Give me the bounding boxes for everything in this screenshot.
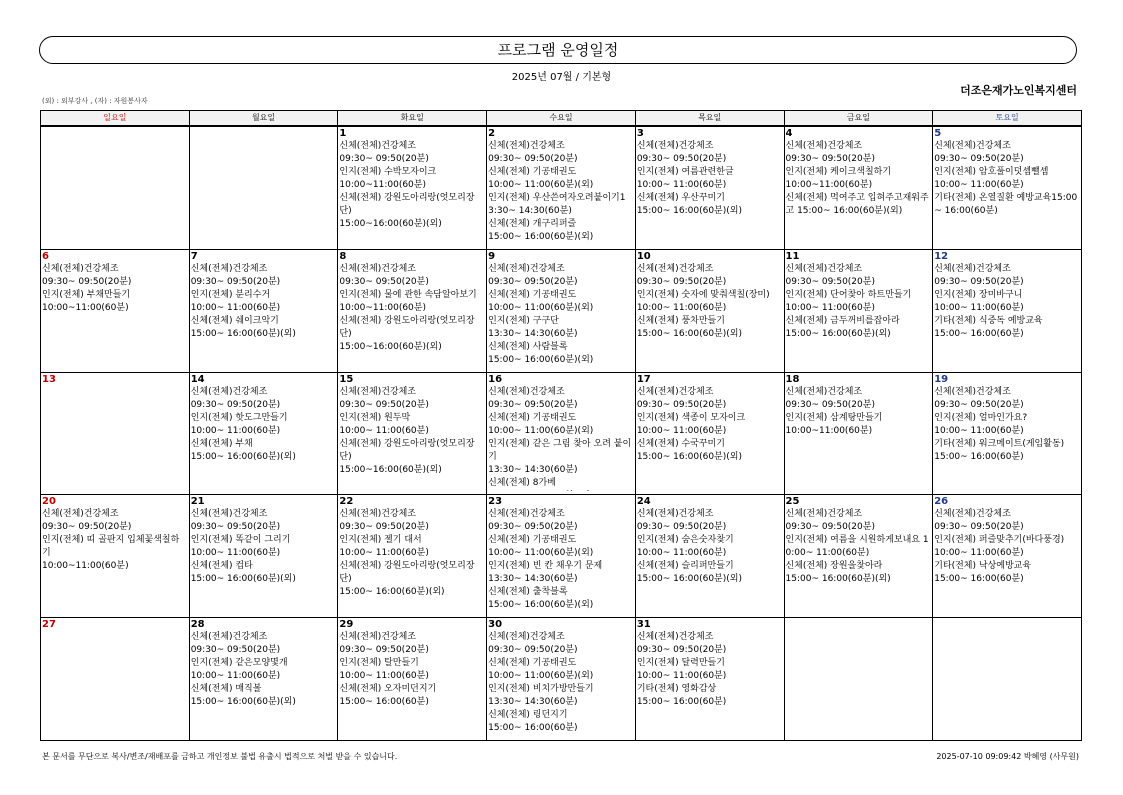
program-entry: 신체(전체) 기공태권도 (488, 412, 577, 423)
program-entry: 10:00~11:00(60분) (785, 425, 873, 436)
program-entry: 신체(전체)건강체조 (934, 141, 1011, 151)
weekday-tuesday: 화요일 (338, 111, 487, 127)
calendar-day-cell (635, 495, 784, 618)
weekday-monday: 월요일 (189, 111, 338, 127)
program-entry: 신체(전체) 사람블록 (488, 341, 568, 352)
day-number: 25 (785, 496, 800, 508)
program-entry: 신체(전체) 강원도아리랑(엇모리장단) (339, 193, 475, 216)
program-entry: 신체(전체) 8가베 (488, 477, 556, 488)
program-entry: 13:30~ 14:30(60분) (488, 574, 578, 585)
program-entry: 인지(전체) 숨은숫자찾기 (636, 535, 734, 546)
calendar-day-cell (338, 618, 487, 741)
program-entry: 신체(전체)건강체조 (42, 263, 119, 274)
calendar-day-cell (338, 126, 487, 249)
program-entry: 신체(전체)건강체조 (785, 509, 863, 520)
program-entry (488, 490, 634, 491)
program-entry: 10:00~ 11:00(60분) (636, 548, 727, 559)
program-entry: 15:00~16:00(60분)(외) (339, 219, 442, 229)
program-entry: 09:30~ 09:50(20분) (339, 276, 429, 287)
program-entry: 15:00~ 16:00(60분)(외) (488, 354, 594, 365)
calendar-day-cell (933, 126, 1082, 249)
program-entry: 신체(전체) 링던지기 (488, 710, 568, 721)
program-entry: 기타(전체) 식중독 예방교육 (934, 315, 1043, 326)
program-entry: 신체(전체)건강체조 (339, 509, 416, 520)
program-entry: 인지(전체) 얼마인가요? (934, 412, 1028, 423)
program-entry: 신체(전체)건강체조 (190, 632, 268, 643)
program-entry: 신체(전체) 컵타 (190, 561, 253, 572)
program-entry: 13:30~ 14:30(60분) (488, 328, 578, 339)
program-entry: 신체(전체) 풍차만들기 (636, 315, 725, 326)
program-entry: 신체(전체) 금두꺼비를잡아라 (785, 315, 900, 326)
weekday-header-row (41, 111, 1082, 127)
program-entry: 인지(전체) 같은모양몇개 (190, 658, 288, 669)
weekday-saturday: 토요일 (933, 111, 1082, 127)
program-entry: 10:00~11:00(60분) (339, 180, 426, 190)
calendar-week-row (41, 372, 1082, 495)
program-entry: 신체(전체) 오자미던지기 (339, 684, 437, 695)
program-entry: 15:00~ 16:00(60분)(외) (190, 574, 296, 585)
program-entry: 인지(전체) 여름을 시원하게보내요 10:00~ 11:00(60분) (785, 535, 929, 559)
program-entry: 15:00~ 16:00(60분)(외) (636, 206, 742, 216)
calendar-day-cell (635, 249, 784, 372)
day-number: 2 (488, 128, 496, 139)
center-name: 더조은재가노인복지센터 (960, 84, 1077, 97)
program-entry: 인지(전체) 수박모자이크 (339, 167, 437, 177)
program-entry: 인지(전체) 원두막 (339, 412, 411, 423)
day-number: 15 (339, 373, 354, 385)
day-number: 28 (190, 619, 205, 631)
calendar-day-cell (635, 126, 784, 249)
day-number: 4 (785, 128, 793, 139)
program-entry: 신체(전체) 기공태권도 (488, 167, 577, 177)
program-entry: 09:30~ 09:50(20분) (636, 522, 727, 533)
program-entry: 인지(전체) 우산쓴여자오려붙이기13:30~ 14:30(60분) (488, 193, 626, 216)
program-entry: 신체(전체)건강체조 (339, 386, 416, 397)
program-entry: 인지(전체) 빈 칸 채우기 문제 (488, 561, 603, 572)
program-entry: 기타(전체) 워크메이트(게임활동) (934, 438, 1065, 449)
program-entry: 15:00~ 16:00(60분)(외) (636, 328, 742, 339)
program-entry: 10:00~ 11:00(60분)(외) (488, 548, 594, 559)
weekday-friday: 금요일 (784, 111, 933, 127)
legend-note: (외) : 외부강사 , (자) : 자원봉사자 (42, 97, 148, 105)
program-entry: 09:30~ 09:50(20분) (190, 276, 281, 287)
calendar-day-cell (41, 372, 190, 495)
footer-printed-info: 2025-07-10 09:09:42 박혜영 (사무원) (936, 752, 1079, 761)
program-entry: 신체(전체)건강체조 (339, 141, 416, 151)
calendar-day-cell (635, 618, 784, 741)
program-entry: 15:00~ 16:00(60분)(외) (488, 600, 594, 611)
program-entry: 신체(전체) 쉐이크악기 (190, 315, 279, 326)
day-number: 19 (934, 373, 949, 385)
program-entry: 신체(전체)건강체조 (785, 141, 863, 151)
program-entry: 15:00~ 16:00(60분)(외) (636, 574, 742, 585)
program-entry: 신체(전체) 강원도아리랑(엇모리장단) (339, 315, 475, 339)
day-number: 30 (488, 619, 503, 631)
program-entry: 10:00~ 11:00(60분) (190, 548, 281, 559)
program-entry: 09:30~ 09:50(20분) (934, 522, 1024, 533)
program-entry: 신체(전체) 부채 (190, 438, 253, 449)
calendar-day-cell (41, 249, 190, 372)
program-entry: 09:30~ 09:50(20분) (488, 154, 578, 164)
program-entry: 신체(전체)건강체조 (488, 263, 565, 274)
calendar-day-cell (189, 495, 338, 618)
calendar-day-cell (933, 495, 1082, 618)
calendar-day-cell (41, 618, 190, 741)
program-entry: 09:30~ 09:50(20분) (339, 154, 429, 164)
program-entry: 09:30~ 09:50(20분) (934, 154, 1024, 164)
program-entry: 15:00~ 16:00(60분)(외) (636, 451, 742, 462)
program-entry: 10:00~ 11:00(60분)(외) (488, 180, 594, 190)
program-entry: 10:00~ 11:00(60분) (636, 671, 727, 682)
day-number: 29 (339, 619, 354, 631)
program-entry: 신체(전체)건강체조 (636, 632, 714, 643)
program-entry: 15:00~ 16:00(60분) (488, 723, 578, 734)
program-entry: 인지(전체) 암호풀이덧셈뺄셈 (934, 167, 1049, 177)
weekday-wednesday: 수요일 (487, 111, 636, 127)
program-entry: 신체(전체) 출착블록 (488, 587, 568, 598)
program-entry: 10:00~ 11:00(60분) (190, 671, 281, 682)
calendar-day-cell (41, 495, 190, 618)
program-entry: 09:30~ 09:50(20분) (339, 522, 429, 533)
program-entry: 09:30~ 09:50(20분) (190, 645, 281, 656)
day-number: 6 (42, 250, 49, 262)
program-entry: 09:30~ 09:50(20분) (190, 522, 281, 533)
day-number: 27 (42, 619, 56, 631)
program-entry: 인지(전체) 똑같이 그리기 (190, 535, 291, 546)
calendar-day-cell (784, 249, 933, 372)
calendar-day-cell (784, 372, 933, 495)
day-number: 24 (636, 496, 651, 508)
day-number: 3 (636, 128, 644, 139)
program-entry: 09:30~ 09:50(20분) (339, 645, 429, 656)
program-entry: 신체(전체) 기공태권도 (488, 658, 577, 669)
program-entry: 10:00~ 11:00(60분) (339, 671, 429, 682)
program-entry: 15:00~ 16:00(60분)(외) (785, 328, 891, 339)
day-number: 5 (934, 128, 942, 139)
program-entry: 15:00~ 16:00(60분) (934, 451, 1024, 462)
day-number: 14 (190, 373, 205, 385)
program-entry: 신체(전체) 장원을찾아라 (785, 561, 883, 572)
day-number: 7 (190, 250, 198, 262)
page-subtitle: 2025년 07월 / 기본형 (511, 72, 612, 83)
program-entry: 10:00~ 11:00(60분) (934, 302, 1024, 313)
calendar-day-cell (487, 126, 636, 249)
calendar-week-row (41, 618, 1082, 741)
program-entry: 10:00~ 11:00(60분) (934, 180, 1024, 190)
program-entry: 인지(전체) 탈만들기 (339, 658, 419, 669)
program-entry: 신체(전체)건강체조 (488, 509, 565, 520)
program-entry: 09:30~ 09:50(20분) (636, 154, 727, 164)
program-entry: 신체(전체)건강체조 (339, 263, 416, 274)
calendar-day-cell (41, 126, 190, 249)
program-entry: 09:30~ 09:50(20분) (785, 399, 875, 410)
day-number: 11 (785, 250, 800, 262)
program-entry: 신체(전체) 기공태권도 (488, 535, 577, 546)
program-entry: 10:00~ 11:00(60분) (934, 548, 1024, 559)
program-entry: 신체(전체)건강체조 (339, 632, 416, 643)
program-entry: 10:00~11:00(60분) (339, 302, 426, 313)
program-entry: 신체(전체) 먹여주고 입혀주고재워주고 15:00~ 16:00(60분)(외) (785, 193, 929, 216)
program-entry: 09:30~ 09:50(20분) (785, 276, 875, 287)
program-entry: 신체(전체)건강체조 (785, 263, 863, 274)
program-entry: 신체(전체)건강체조 (488, 632, 565, 643)
program-entry: 09:30~ 09:50(20분) (488, 399, 578, 410)
program-entry: 10:00~ 11:00(60분) (785, 302, 875, 313)
program-entry: 09:30~ 09:50(20분) (488, 276, 578, 287)
program-entry: 09:30~ 09:50(20분) (636, 399, 727, 410)
program-entry: 신체(전체)건강체조 (636, 141, 714, 151)
footer-notice: 본 문서를 무단으로 복사/변조/재배포를 금하고 개인정보 불법 유출시 법적으로 처벌 받을 수 있습니다. (42, 752, 398, 761)
program-entry: 15:00~16:00(60분)(외) (339, 341, 442, 352)
calendar-day-cell (338, 495, 487, 618)
program-entry: 신체(전체) 매직볼 (190, 684, 262, 695)
program-entry: 인지(전체) 물에 관한 속담알아보기 (339, 289, 477, 300)
calendar-day-cell (189, 618, 338, 741)
program-entry: 10:00~ 11:00(60분) (934, 425, 1024, 436)
program-entry: 09:30~ 09:50(20분) (785, 522, 875, 533)
program-entry: 10:00~ 11:00(60분)(외) (488, 425, 594, 436)
program-entry: 신체(전체)건강체조 (190, 386, 268, 397)
day-number: 26 (934, 496, 949, 508)
weekday-thursday: 목요일 (635, 111, 784, 127)
program-entry: 09:30~ 09:50(20분) (42, 522, 132, 533)
calendar-table (40, 110, 1082, 741)
program-entry: 인지(전체) 같은 그림 찾아 오려 붙이기 (488, 438, 632, 462)
program-entry: 인지(전체) 단어찾아 하트만들기 (785, 289, 912, 300)
day-number: 1 (339, 128, 347, 139)
calendar-day-cell (189, 372, 338, 495)
program-entry: 09:30~ 09:50(20분) (488, 522, 578, 533)
program-entry: 15:00~ 16:00(60분) (934, 328, 1024, 339)
day-number: 20 (42, 496, 56, 508)
calendar-day-cell (784, 126, 933, 249)
program-entry: 10:00~ 11:00(60분)(외) (488, 671, 594, 682)
program-entry: 인지(전체) 젤기 대서 (339, 535, 422, 546)
program-entry: 15:00~ 16:00(60분) (636, 697, 727, 708)
program-entry: 신체(전체) 슬리퍼만들기 (636, 561, 734, 572)
program-entry: 15:00~ 16:00(60분)(외) (339, 587, 445, 598)
page-title: 프로그램 운영일정 (39, 36, 1077, 64)
program-entry: 10:00~ 11:00(60분) (636, 302, 727, 313)
program-entry: 15:00~ 16:00(60분) (934, 574, 1024, 585)
program-entry: 09:30~ 09:50(20분) (339, 399, 429, 410)
calendar-week-row (41, 126, 1082, 249)
day-number: 31 (636, 619, 651, 631)
program-entry: 신체(전체) 우산꾸미기 (636, 193, 725, 203)
calendar-day-cell (189, 249, 338, 372)
program-entry: 13:30~ 14:30(60분) (488, 464, 578, 475)
program-entry: 기타(전체) 낙상예방교육 (934, 561, 1032, 572)
program-entry: 신체(전체)건강체조 (488, 386, 565, 397)
program-entry: 10:00~ 11:00(60분) (190, 302, 281, 313)
calendar-day-cell (933, 372, 1082, 495)
program-entry: 09:30~ 09:50(20분) (934, 399, 1024, 410)
program-entry: 09:30~ 09:50(20분) (934, 276, 1024, 287)
calendar-week-row (41, 249, 1082, 372)
program-entry: 신체(전체) 기공태권도 (488, 289, 577, 300)
calendar-day-cell (487, 618, 636, 741)
program-entry: 인지(전체) 분리수거 (190, 289, 271, 300)
program-entry: 10:00~11:00(60분) (42, 302, 129, 313)
calendar-day-cell (487, 495, 636, 618)
day-number: 23 (488, 496, 503, 508)
program-entry: 신체(전체)건강체조 (190, 509, 268, 520)
program-entry: 신체(전체)건강체조 (190, 263, 268, 274)
calendar-day-cell (338, 372, 487, 495)
calendar-day-cell (933, 618, 1082, 741)
calendar-day-cell (784, 618, 933, 741)
day-number: 8 (339, 250, 347, 262)
calendar-day-cell (487, 372, 636, 495)
program-entry: 10:00~11:00(60분) (42, 561, 129, 572)
program-entry: 인지(전체) 색종이 모자이크 (636, 412, 746, 423)
program-entry: 신체(전체)건강체조 (934, 263, 1011, 274)
program-entry: 15:00~ 16:00(60분)(외) (785, 574, 891, 585)
program-entry: 인지(전체) 숫자에 맞춰색칠(장미) (636, 289, 770, 300)
day-number: 16 (488, 373, 503, 385)
program-entry: 신체(전체)건강체조 (488, 141, 565, 151)
program-entry: 09:30~ 09:50(20분) (636, 645, 727, 656)
program-entry: 인지(전체) 달력만들기 (636, 658, 725, 669)
program-entry: 13:30~ 14:30(60분) (488, 697, 578, 708)
program-entry: 인지(전체) 핫도그만들기 (190, 412, 288, 423)
program-entry: 15:00~ 16:00(60분) (339, 697, 429, 708)
weekday-sunday: 일요일 (41, 111, 190, 127)
calendar-day-cell (338, 249, 487, 372)
program-entry: 인지(전체) 삼계탕만들기 (785, 412, 883, 423)
day-number: 13 (42, 373, 56, 385)
program-entry: 15:00~ 16:00(60분)(외) (488, 232, 594, 242)
program-entry: 인지(전체) 케이크색칠하기 (785, 167, 892, 177)
program-entry: 신체(전체) 개구리퍼즐 (488, 219, 577, 229)
program-entry: 신체(전체)건강체조 (636, 386, 714, 397)
program-entry: 기타(전체) 온열질환 예방교육15:00~ 16:00(60분) (934, 193, 1078, 216)
program-entry: 10:00~ 11:00(60분) (339, 425, 429, 436)
day-number: 12 (934, 250, 949, 262)
calendar-week-row (41, 495, 1082, 618)
program-entry: 인지(전체) 부채만들기 (42, 289, 131, 300)
program-entry: 10:00~ 11:00(60분) (190, 425, 281, 436)
program-entry: 15:00~ 16:00(60분)(외) (190, 451, 296, 462)
day-number: 9 (488, 250, 496, 262)
program-entry: 신체(전체) 강원도아리랑(엇모리장단) (339, 561, 475, 585)
program-entry: 10:00~ 11:00(60분) (636, 180, 727, 190)
program-entry: 신체(전체)건강체조 (785, 386, 863, 397)
program-entry: 10:00~ 11:00(60분) (636, 425, 727, 436)
program-entry: 09:30~ 09:50(20분) (785, 154, 875, 164)
day-number: 18 (785, 373, 800, 385)
program-entry: 09:30~ 09:50(20분) (488, 645, 578, 656)
day-number: 21 (190, 496, 205, 508)
program-entry: 09:30~ 09:50(20분) (636, 276, 727, 287)
calendar-day-cell (189, 126, 338, 249)
calendar-day-cell (635, 372, 784, 495)
program-entry: 10:00~ 11:00(60분)(외) (488, 302, 594, 313)
program-entry: 신체(전체)건강체조 (934, 509, 1011, 520)
day-number: 10 (636, 250, 651, 262)
program-entry: 10:00~ 11:00(60분) (339, 548, 429, 559)
program-entry: 09:30~ 09:50(20분) (42, 276, 132, 287)
program-entry: 신체(전체) 강원도아리랑(엇모리장단) (339, 438, 475, 462)
program-entry: 15:00~16:00(60분)(외) (339, 464, 442, 475)
program-entry: 인지(전체) 구구단 (488, 315, 559, 326)
program-entry: 15:00~ 16:00(60분)(외) (190, 697, 296, 708)
program-entry: 인지(전체) 비치가방만들기 (488, 684, 594, 695)
program-entry: 인지(전체) 띠 골판지 입체꽃색칠하기 (42, 535, 180, 559)
program-entry: 신체(전체)건강체조 (636, 509, 714, 520)
program-entry: 신체(전체)건강체조 (636, 263, 714, 274)
program-entry: 인지(전체) 퍼즐맞추기(바다풍경) (934, 535, 1065, 546)
program-entry: 인지(전체) 여름관련한글 (636, 167, 734, 177)
program-entry: 15:00~ 16:00(60분)(외) (190, 328, 296, 339)
program-entry: 09:30~ 09:50(20분) (190, 399, 281, 410)
program-entry: 신체(전체)건강체조 (42, 509, 119, 520)
day-number: 22 (339, 496, 354, 508)
day-number: 17 (636, 373, 651, 385)
program-entry: 10:00~11:00(60분) (785, 180, 873, 190)
calendar-day-cell (487, 249, 636, 372)
program-entry: 인지(전체) 장미바구니 (934, 289, 1023, 300)
calendar-day-cell (933, 249, 1082, 372)
program-entry: 기타(전체) 영화감상 (636, 684, 717, 695)
program-entry: 신체(전체) 수국꾸미기 (636, 438, 725, 449)
program-entry: 신체(전체)건강체조 (934, 386, 1011, 397)
calendar-day-cell (784, 495, 933, 618)
